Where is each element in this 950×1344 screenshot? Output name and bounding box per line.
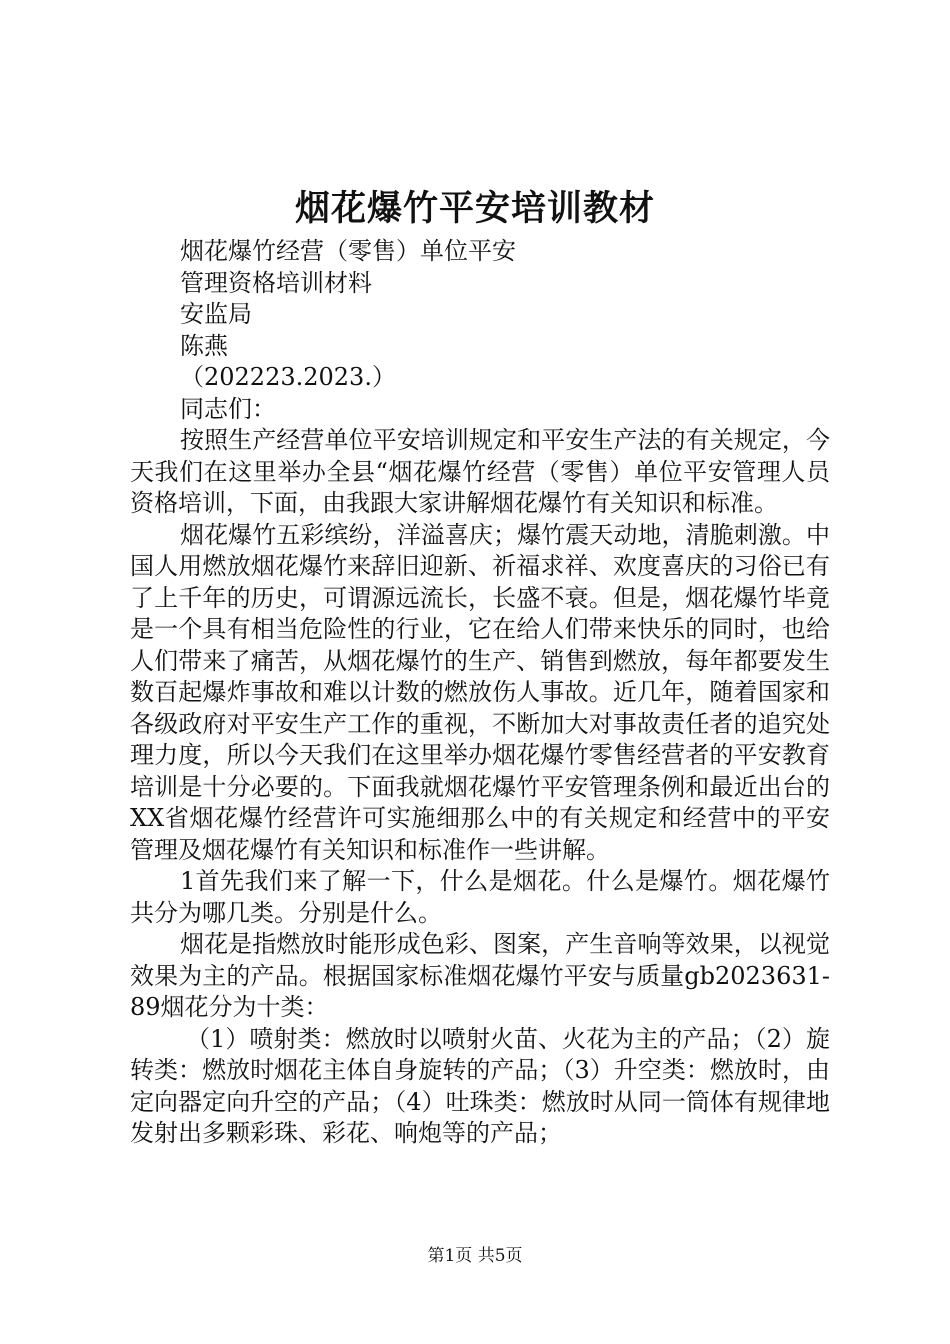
header-line-date: （202223.2023.）: [180, 363, 396, 391]
paragraph-categories: （1）喷射类：燃放时以喷射火苗、火花为主的产品；（2）旋转类：燃放时烟花主体自身旋转的产品；（3）升空类：燃放时，由定向器定向升空的产品；（4）吐珠类：燃放时从同一筒体有规律地发射出多颗彩珠、彩花、响炮等的产品；: [130, 1024, 830, 1147]
document-body: [130, 236, 830, 1150]
paragraph-background: 烟花爆竹五彩缤纷，洋溢喜庆；爆竹震天动地，清脆刺激。中国人用燃放烟花爆竹来辞旧迎新、祈福求祥、欢度喜庆的习俗已有了上千年的历史，可谓源远流长，长盛不衰。但是，烟花爆竹毕竟是一个具有相当危险性的行业，它在给人们带来快乐的同时，也给人们带来了痛苦，从烟花爆竹的生产、销售到燃放，每年都要发生数百起爆炸事故和难以计数的燃放伤人事故。近几年，随着国家和各级政府对平安生产工作的重视，不断加大对事故责任者的追究处理力度，所以今天我们在这里举办烟花爆竹零售经营者的平安教育培训是十分必要的。下面我就烟花爆竹平安管理条例和最近出台的XX省烟花爆竹经营许可实施细那么中的有关规定和经营中的平安管理及烟花爆竹有关知识和标准作一些讲解。: [130, 520, 830, 864]
header-line-author: 陈燕: [180, 331, 228, 360]
paragraph-intro: 按照生产经营单位平安培训规定和平安生产法的有关规定，今天我们在这里举办全县“烟花爆竹经营（零售）单位平安管理人员资格培训，下面，由我跟大家讲解烟花爆竹有关知识和标准。: [130, 426, 830, 517]
page-number-footer: 第1页 共5页: [427, 1246, 523, 1266]
paragraph-definition: 烟花是指燃放时能形成色彩、图案，产生音响等效果，以视觉效果为主的产品。根据国家标准烟花爆竹平安与质量gb2023631-89烟花分为十类：: [130, 930, 830, 1021]
header-line-salutation: 同志们：: [180, 394, 276, 423]
header-line-unit: 烟花爆竹经营（零售）单位平安: [180, 237, 516, 265]
paragraph-question: 1首先我们来了解一下，什么是烟花。什么是爆竹。烟花爆竹共分为哪几类。分别是什么。: [130, 867, 830, 927]
header-line-bureau: 安监局: [180, 300, 252, 328]
document-title: 烟花爆竹平安培训教材: [294, 188, 655, 229]
header-line-material: 管理资格培训材料: [180, 268, 372, 297]
